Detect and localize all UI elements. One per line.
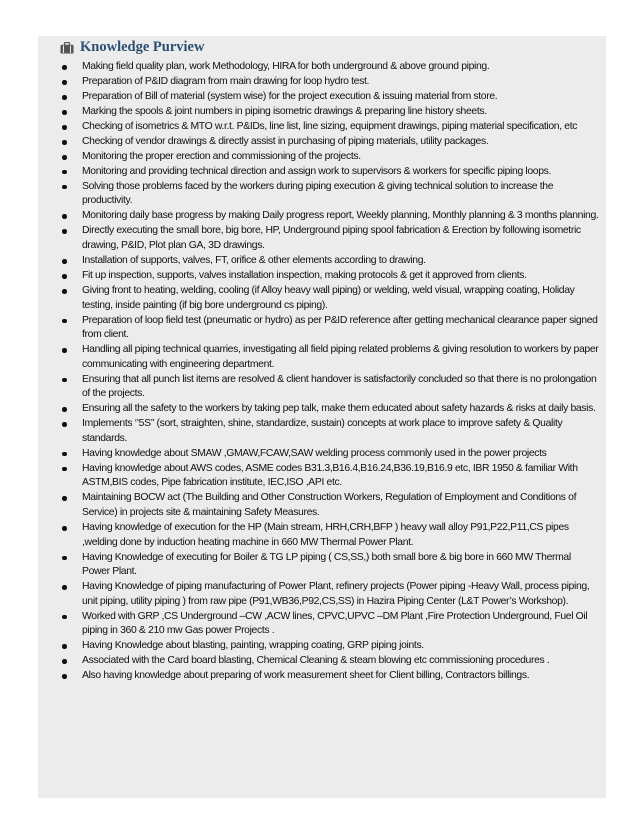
list-item: [62, 654, 600, 669]
list-item: [62, 580, 600, 609]
list-item-text: Checking of isometrics & MTO w.r.t. P&IDs, line list, line sizing, equipment drawings, piping material specification, etc: [82, 120, 578, 132]
list-item-text: Implements ‘’5S’’ (sort, straighten, shine, standardize, sustain) concepts at work place to improve safety & Quality standards.: [82, 418, 563, 444]
list-item: [62, 669, 600, 684]
bullet-icon: [62, 170, 67, 175]
list-item-text: Worked with GRP ,CS Underground –CW ,ACW lines, CPVC,UPVC –DM Plant ,Fire Protection Underground, Fuel Oil piping in 360 & 210 mw Gas power Projects .: [82, 610, 588, 637]
list-item-text: Maintaining BOCW act (The Building and Other Construction Workers, Regulation of Employment and Conditions of Service) in projects site & maintaining Safety Measures.: [82, 492, 577, 519]
list-item: [62, 105, 600, 120]
bullet-icon: [62, 259, 67, 264]
list-item-text: Directly executing the small bore, big bore, HP, Underground piping spool fabrication & Erection by following isometric drawing, P&ID, Plot plan GA, 3D drawings.: [82, 225, 581, 252]
bullet-icon: [62, 422, 67, 427]
list-item: [62, 491, 600, 520]
list-item-text: Making field quality plan, work Methodology, HIRA for both underground & above ground piping.: [82, 61, 490, 72]
list-item-text: Also having knowledge about preparing of work measurement sheet for Client billing, Contractors billings.: [82, 670, 530, 682]
bullet-icon: [62, 185, 67, 190]
bullet-icon: [62, 80, 67, 85]
list-item-text: Having Knowledge about blasting, painting, wrapping coating, GRP piping joints.: [82, 640, 424, 652]
bullet-icon: [62, 378, 67, 383]
list-item: [62, 135, 600, 150]
bullet-icon: [62, 125, 67, 130]
list-item: [62, 90, 600, 105]
bullet-icon: [62, 452, 67, 457]
list-item-text: Ensuring that all punch list items are resolved & client handover is satisfactorily concluded so that there is no prolongation of the projects.: [82, 373, 597, 400]
list-item: [62, 402, 600, 417]
bullet-icon: [62, 526, 67, 531]
list-item: [62, 224, 600, 253]
list-item-text: Associated with the Card board blasting, Chemical Cleaning & steam blowing etc commissioning procedures .: [82, 655, 550, 667]
list-item-text: Having knowledge of execution for the HP (Main stream, HRH,CRH,BFP ) heavy wall alloy P91,P22,P11,CS pipes ,welding done by induction heating machine in 660 MW Thermal Power Plant.: [82, 522, 569, 548]
bullet-icon: [62, 229, 67, 234]
bullet-icon: [62, 65, 67, 70]
bullet-icon: [62, 289, 67, 294]
list-item: [62, 284, 600, 313]
list-item: [62, 269, 600, 284]
list-item-text: Marking the spools & joint numbers in piping isometric drawings & preparing line history sheets.: [82, 105, 487, 117]
list-item: [62, 165, 600, 180]
bullet-icon: [62, 615, 67, 620]
list-item: [62, 60, 600, 75]
bullet-icon: [62, 659, 67, 664]
bullet-icon: [62, 155, 67, 160]
list-item-text: Installation of supports, valves, FT, orifice & other elements according to drawing.: [82, 255, 426, 267]
bullet-icon: [62, 214, 67, 219]
bullet-icon: [62, 496, 67, 501]
bullet-icon: [62, 674, 67, 679]
list-item: [62, 373, 600, 402]
list-item-text: Preparation of P&ID diagram from main drawing for loop hydro test.: [82, 75, 370, 87]
bullet-icon: [62, 274, 67, 279]
bullet-icon: [62, 110, 67, 115]
list-item-text: Monitoring the proper erection and commissioning of the projects.: [82, 150, 361, 162]
bullet-icon: [62, 585, 67, 590]
list-item: [62, 521, 600, 550]
list-item: [62, 610, 600, 639]
list-item-text: Fit up inspection, supports, valves installation inspection, making protocols & get it approved from clients.: [82, 270, 527, 281]
list-item: [62, 462, 600, 491]
section-header: [60, 36, 204, 58]
list-item-text: Monitoring daily base progress by making Daily progress report, Weekly planning, Monthly planning & 3 months planning.: [82, 210, 599, 222]
list-item: [62, 209, 600, 224]
list-item: [62, 180, 600, 209]
knowledge-list: [62, 60, 600, 684]
list-item-text: Having knowledge about SMAW ,GMAW,FCAW,SAW welding process commonly used in the power projects: [82, 447, 547, 459]
list-item-text: Handling all piping technical quarries, investigating all field piping related problems & giving resolution to workers by paper communicating with engineering department.: [82, 344, 599, 370]
bullet-icon: [62, 348, 67, 353]
list-item-text: Solving those problems faced by the workers during piping execution & giving technical solution to increase the productivity.: [82, 180, 554, 207]
list-item-text: Checking of vendor drawings & directly assist in purchasing of piping materials, utility packages.: [82, 135, 489, 147]
list-item-text: Ensuring all the safety to the workers by taking pep talk, make them educated about safety hazards & risks at daily basis.: [82, 403, 596, 415]
list-item: [62, 314, 600, 343]
list-item: [62, 417, 600, 446]
list-item: [62, 447, 600, 462]
list-item-text: Giving front to heating, welding, cooling (if Alloy heavy wall piping) or welding, weld visual, wrapping coating, Holiday testing, inside painting (if big bore underground cs piping).: [82, 284, 575, 311]
list-item: [62, 120, 600, 135]
list-item-text: Preparation of loop field test (pneumatic or hydro) as per P&ID reference after getting mechanical clearance paper signed from client.: [82, 314, 598, 341]
briefcase-icon: [60, 41, 74, 53]
list-item: [62, 75, 600, 90]
bullet-icon: [62, 467, 67, 472]
section-title: Knowledge Purview: [80, 38, 205, 55]
list-item: [62, 551, 600, 580]
bullet-icon: [62, 95, 67, 100]
bullet-icon: [62, 407, 67, 412]
list-item-text: Having knowledge about AWS codes, ASME codes B31.3,B16.4,B16.24,B36.19,B16.9 etc, IBR 1950 & familiar With ASTM,BIS codes, Pipe fabrication institute, IEC,ISO ,API etc.: [82, 462, 578, 489]
list-item-text: Having Knowledge of piping manufacturing of Power Plant, refinery projects (Power piping -Heavy Wall, process piping, unit piping, utility piping ) from raw pipe (P91,WB36,P92,CS,SS) in Hazira Piping Center (L&T Power’s Workshop).: [82, 581, 590, 607]
list-item-text: Having Knowledge of executing for Boiler & TG LP piping ( CS,SS,) both small bore & big bore in 660 MW Thermal Power Plant.: [82, 551, 571, 578]
list-item: [62, 150, 600, 165]
bullet-icon: [62, 644, 67, 649]
list-item-text: Preparation of Bill of material (system wise) for the project execution & issuing material from store.: [82, 90, 498, 102]
bullet-icon: [62, 556, 67, 561]
bullet-icon: [62, 140, 67, 145]
list-item: [62, 343, 600, 372]
list-item: [62, 254, 600, 269]
bullet-icon: [62, 319, 67, 324]
list-item: [62, 639, 600, 654]
list-item-text: Monitoring and providing technical direction and assign work to supervisors & workers for specific piping loops.: [82, 165, 552, 177]
